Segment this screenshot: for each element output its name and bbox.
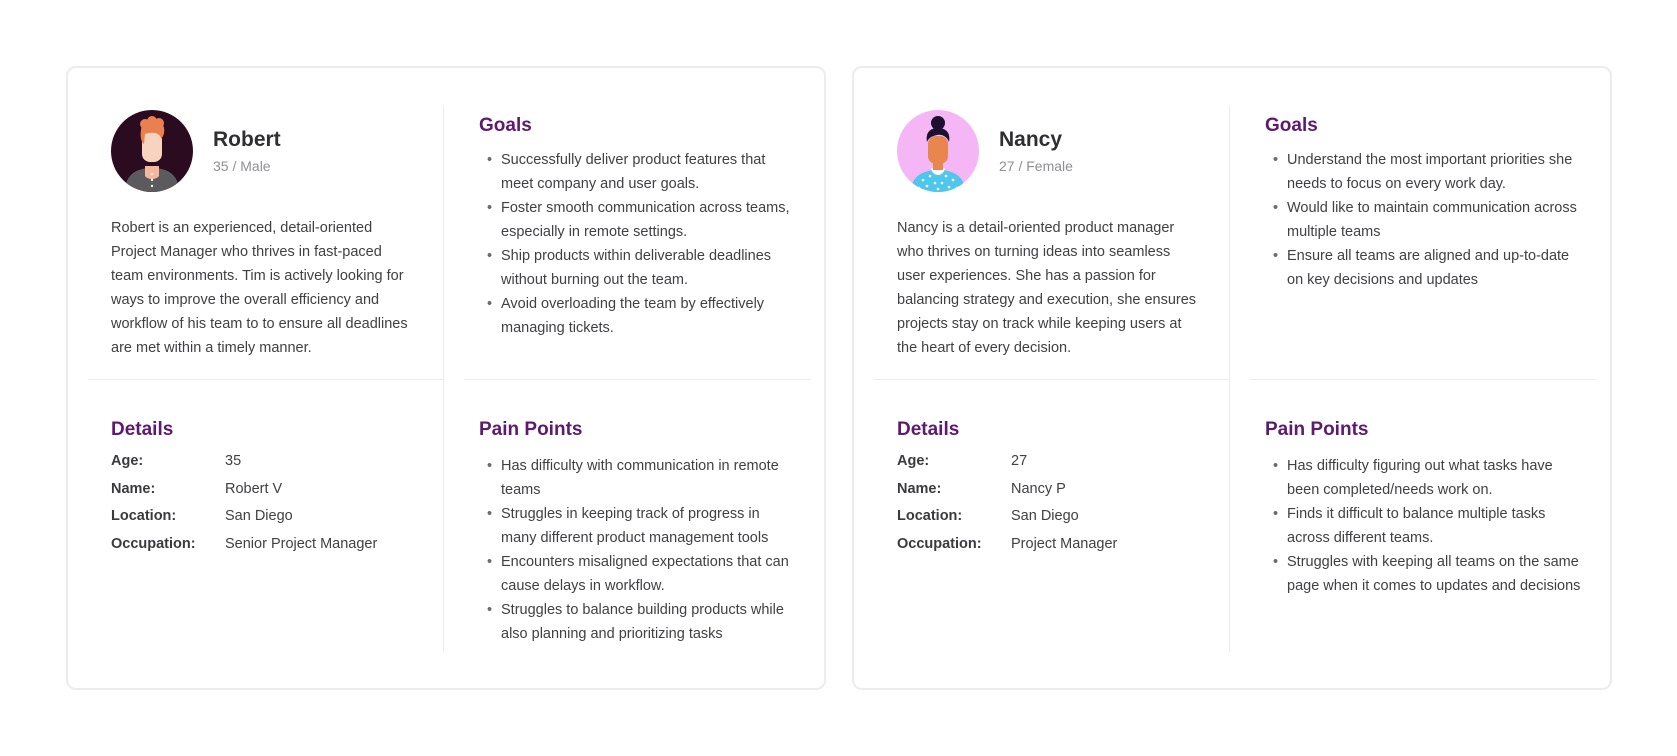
list-item: • Successfully deliver product features that meet company and user goals. — [479, 148, 799, 196]
bullet-icon: • — [487, 248, 493, 264]
list-item: • Understand the most important priorities she needs to focus on every work day. — [1265, 148, 1585, 196]
detail-value: 35 — [225, 453, 242, 469]
goals-list — [479, 148, 799, 340]
detail-value: Nancy P — [1011, 480, 1066, 497]
list-item: • Struggles with keeping all teams on the same page when it comes to updates and decisions — [1265, 550, 1585, 598]
bullet-icon: • — [1273, 506, 1279, 522]
details-heading: Details — [111, 419, 174, 440]
list-item: • Struggles to balance building products while also planning and prioritizing tasks — [479, 598, 799, 646]
list-item: • Ship products within deliverable deadlines without burning out the team. — [479, 244, 799, 292]
persona-age-gender: 35 / Male — [213, 158, 271, 174]
detail-row — [111, 481, 431, 509]
pain-points-heading: Pain Points — [479, 419, 583, 440]
detail-label: Name: — [111, 480, 156, 497]
persona-name: Robert — [213, 128, 281, 151]
pain-points-heading: Pain Points — [1265, 419, 1369, 440]
bullet-icon: • — [1273, 248, 1279, 264]
list-item: • Has difficulty figuring out what tasks have been completed/needs work on. — [1265, 454, 1585, 502]
persona-age-gender: 27 / Female — [999, 158, 1073, 174]
list-item: • Avoid overloading the team by effectively managing tickets. — [479, 292, 799, 340]
row-divider — [1250, 379, 1596, 380]
bullet-icon: • — [1273, 554, 1279, 570]
persona-bio: Robert is an experienced, detail-oriented Project Manager who thrives in fast-paced team environments. Tim is actively looking for ways to improve the overall efficiency and workflow of his team to to ensure all deadlines are met within a timely manner. — [111, 220, 408, 356]
detail-label: Occupation: — [111, 535, 196, 552]
detail-label: Name: — [897, 480, 942, 497]
bullet-icon: • — [1273, 152, 1279, 168]
list-item: • Finds it difficult to balance multiple tasks across different teams. — [1265, 502, 1585, 550]
detail-value: Senior Project Manager — [225, 535, 378, 552]
bullet-icon: • — [487, 506, 493, 522]
detail-label: Age: — [897, 453, 930, 469]
pain-points-list — [1265, 454, 1585, 598]
detail-label: Occupation: — [897, 535, 982, 552]
detail-value: San Diego — [225, 508, 293, 524]
detail-row — [111, 536, 431, 564]
goals-list — [1265, 148, 1585, 292]
details-heading: Details — [897, 419, 960, 440]
detail-row — [897, 508, 1217, 536]
list-item: • Encounters misaligned expectations that can cause delays in workflow. — [479, 550, 799, 598]
bullet-icon: • — [487, 152, 493, 168]
detail-value: Robert V — [225, 480, 283, 497]
row-divider — [874, 379, 1230, 380]
goals-heading: Goals — [1265, 115, 1318, 136]
list-item: • Ensure all teams are aligned and up-to-date on key decisions and updates — [1265, 244, 1585, 292]
detail-row — [897, 453, 1217, 481]
list-item: • Has difficulty with communication in remote teams — [479, 454, 799, 502]
detail-label: Location: — [111, 508, 177, 524]
goals-heading: Goals — [479, 115, 532, 136]
persona-name: Nancy — [999, 128, 1063, 151]
male-persona-avatar-icon — [111, 110, 193, 192]
bullet-icon: • — [487, 458, 493, 474]
persona-card-robert — [66, 66, 826, 690]
detail-row — [111, 508, 431, 536]
detail-label: Location: — [897, 508, 963, 524]
detail-row — [897, 481, 1217, 509]
bullet-icon: • — [487, 200, 493, 216]
pain-points-list — [479, 454, 799, 646]
row-divider — [88, 379, 444, 380]
bullet-icon: • — [1273, 200, 1279, 216]
detail-value: San Diego — [1011, 508, 1079, 524]
detail-value: 27 — [1011, 453, 1028, 469]
list-item: • Struggles in keeping track of progress in many different product management tools — [479, 502, 799, 550]
detail-row — [111, 453, 431, 481]
list-item: • Foster smooth communication across teams, especially in remote settings. — [479, 196, 799, 244]
bullet-icon: • — [487, 554, 493, 570]
detail-label: Age: — [111, 453, 144, 469]
detail-value: Project Manager — [1011, 535, 1118, 552]
details-list — [111, 453, 431, 563]
bullet-icon: • — [487, 602, 493, 618]
list-item: • Would like to maintain communication across multiple teams — [1265, 196, 1585, 244]
persona-bio: Nancy is a detail-oriented product manager who thrives on turning ideas into seamless user experiences. She has a passion for balancing strategy and execution, she ensures projects stay on track while keeping users at the heart of every decision. — [897, 220, 1197, 356]
bullet-icon: • — [1273, 458, 1279, 474]
persona-card-nancy — [852, 66, 1612, 690]
detail-row — [897, 536, 1217, 564]
details-list — [897, 453, 1217, 563]
female-persona-avatar-icon — [897, 110, 979, 192]
bullet-icon: • — [487, 296, 493, 312]
row-divider — [464, 379, 810, 380]
